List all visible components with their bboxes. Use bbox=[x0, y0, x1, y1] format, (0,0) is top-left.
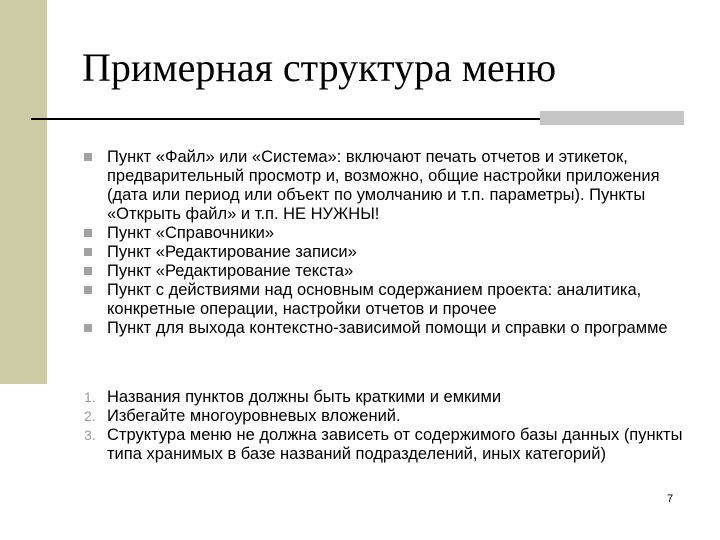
bullet-item bbox=[84, 281, 684, 319]
square-bullet-icon bbox=[84, 229, 92, 237]
item-number: 2. bbox=[84, 408, 96, 424]
square-bullet-icon bbox=[84, 286, 92, 294]
bullet-text: Пункт для выхода контекстно-зависимой помощи и справки о программе bbox=[107, 319, 668, 337]
square-bullet-icon bbox=[84, 248, 92, 256]
bullet-text: Пункт «Файл» или «Система»: включают печать отчетов и этикеток, предварительный просмотр и, возможно, общие настройки приложения (дата или период или объект по умолчанию и т.п. параметры). Пункты «Открыть файл» и т.п. НЕ НУЖНЫ! bbox=[107, 148, 660, 223]
item-number: 1. bbox=[84, 389, 96, 405]
numbered-text: Избегайте многоуровневых вложений. bbox=[107, 407, 401, 425]
numbered-item bbox=[84, 388, 684, 407]
bullet-text: Пункт «Редактирование текста» bbox=[107, 262, 354, 280]
bullet-item bbox=[84, 224, 684, 243]
bullet-list bbox=[84, 148, 684, 338]
bullet-item bbox=[84, 262, 684, 281]
bullet-text: Пункт «Справочники» bbox=[107, 224, 275, 242]
numbered-item bbox=[84, 426, 684, 464]
numbered-item bbox=[84, 407, 684, 426]
square-bullet-icon bbox=[84, 324, 92, 332]
square-bullet-icon bbox=[84, 153, 92, 161]
numbered-text: Названия пунктов должны быть краткими и емкими bbox=[107, 388, 502, 406]
bullet-text: Пункт «Редактирование записи» bbox=[107, 243, 357, 261]
page-number: 7 bbox=[667, 493, 674, 505]
bullet-item bbox=[84, 148, 684, 224]
title-underline bbox=[31, 118, 540, 120]
title-underline-accent bbox=[540, 111, 684, 125]
bullet-text: Пункт с действиями над основным содержанием проекта: аналитика, конкретные операции, настройки отчетов и прочее bbox=[107, 281, 642, 318]
decorative-side-bar bbox=[0, 0, 47, 384]
item-number: 3. bbox=[84, 427, 96, 443]
numbered-text: Структура меню не должна зависеть от содержимого базы данных (пункты типа хранимых в базе названий подразделений, иных категорий) bbox=[107, 426, 683, 463]
bullet-item bbox=[84, 319, 684, 338]
bullet-item bbox=[84, 243, 684, 262]
square-bullet-icon bbox=[84, 267, 92, 275]
slide-title: Примерная структура меню bbox=[82, 45, 557, 90]
numbered-list bbox=[84, 388, 684, 464]
